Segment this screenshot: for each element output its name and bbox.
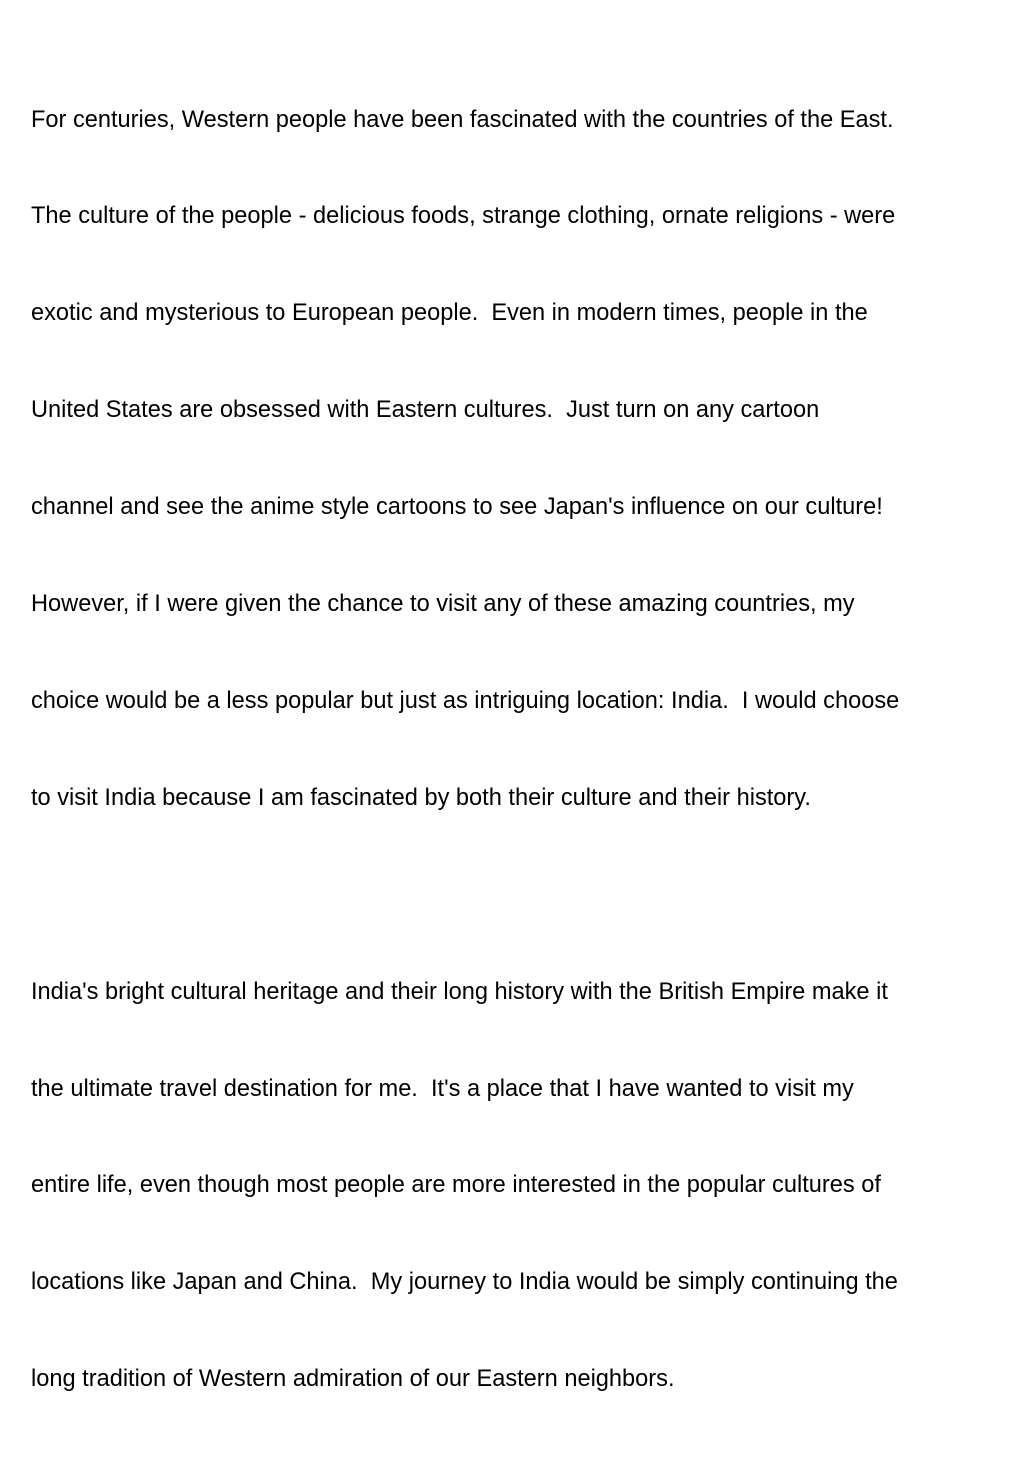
text-line: exotic and mysterious to European people. Even in modern times, people in the — [31, 300, 868, 327]
text-line: locations like Japan and China. My journey to India would be simply continuing the — [31, 1269, 898, 1296]
text-line: the ultimate travel destination for me. It's a place that I have wanted to visit my — [31, 1075, 854, 1102]
text-line: long tradition of Western admiration of our Eastern neighbors. — [31, 1366, 675, 1393]
text-line: The culture of the people - delicious foods, strange clothing, ornate religions - were — [31, 203, 896, 230]
text-line: choice would be a less popular but just as intriguing location: India. I would choose — [31, 687, 900, 714]
paragraph-1 — [31, 39, 1021, 879]
text-line: entire life, even though most people are more interested in the popular cultures of — [31, 1172, 881, 1199]
text-line: For centuries, Western people have been fascinated with the countries of the East. — [31, 106, 894, 133]
text-line: However, if I were given the chance to visit any of these amazing countries, my — [31, 591, 855, 618]
text-line: United States are obsessed with Eastern cultures. Just turn on any cartoon — [31, 397, 820, 424]
document-body — [31, 39, 1021, 1460]
text-line: India's bright cultural heritage and their long history with the British Empire make it — [31, 978, 888, 1005]
text-line: to visit India because I am fascinated by both their culture and their history. — [31, 784, 811, 811]
paragraph-gap — [31, 879, 1021, 911]
paragraph-2 — [31, 911, 1021, 1460]
text-line: channel and see the anime style cartoons to see Japan's influence on our culture! — [31, 494, 883, 521]
